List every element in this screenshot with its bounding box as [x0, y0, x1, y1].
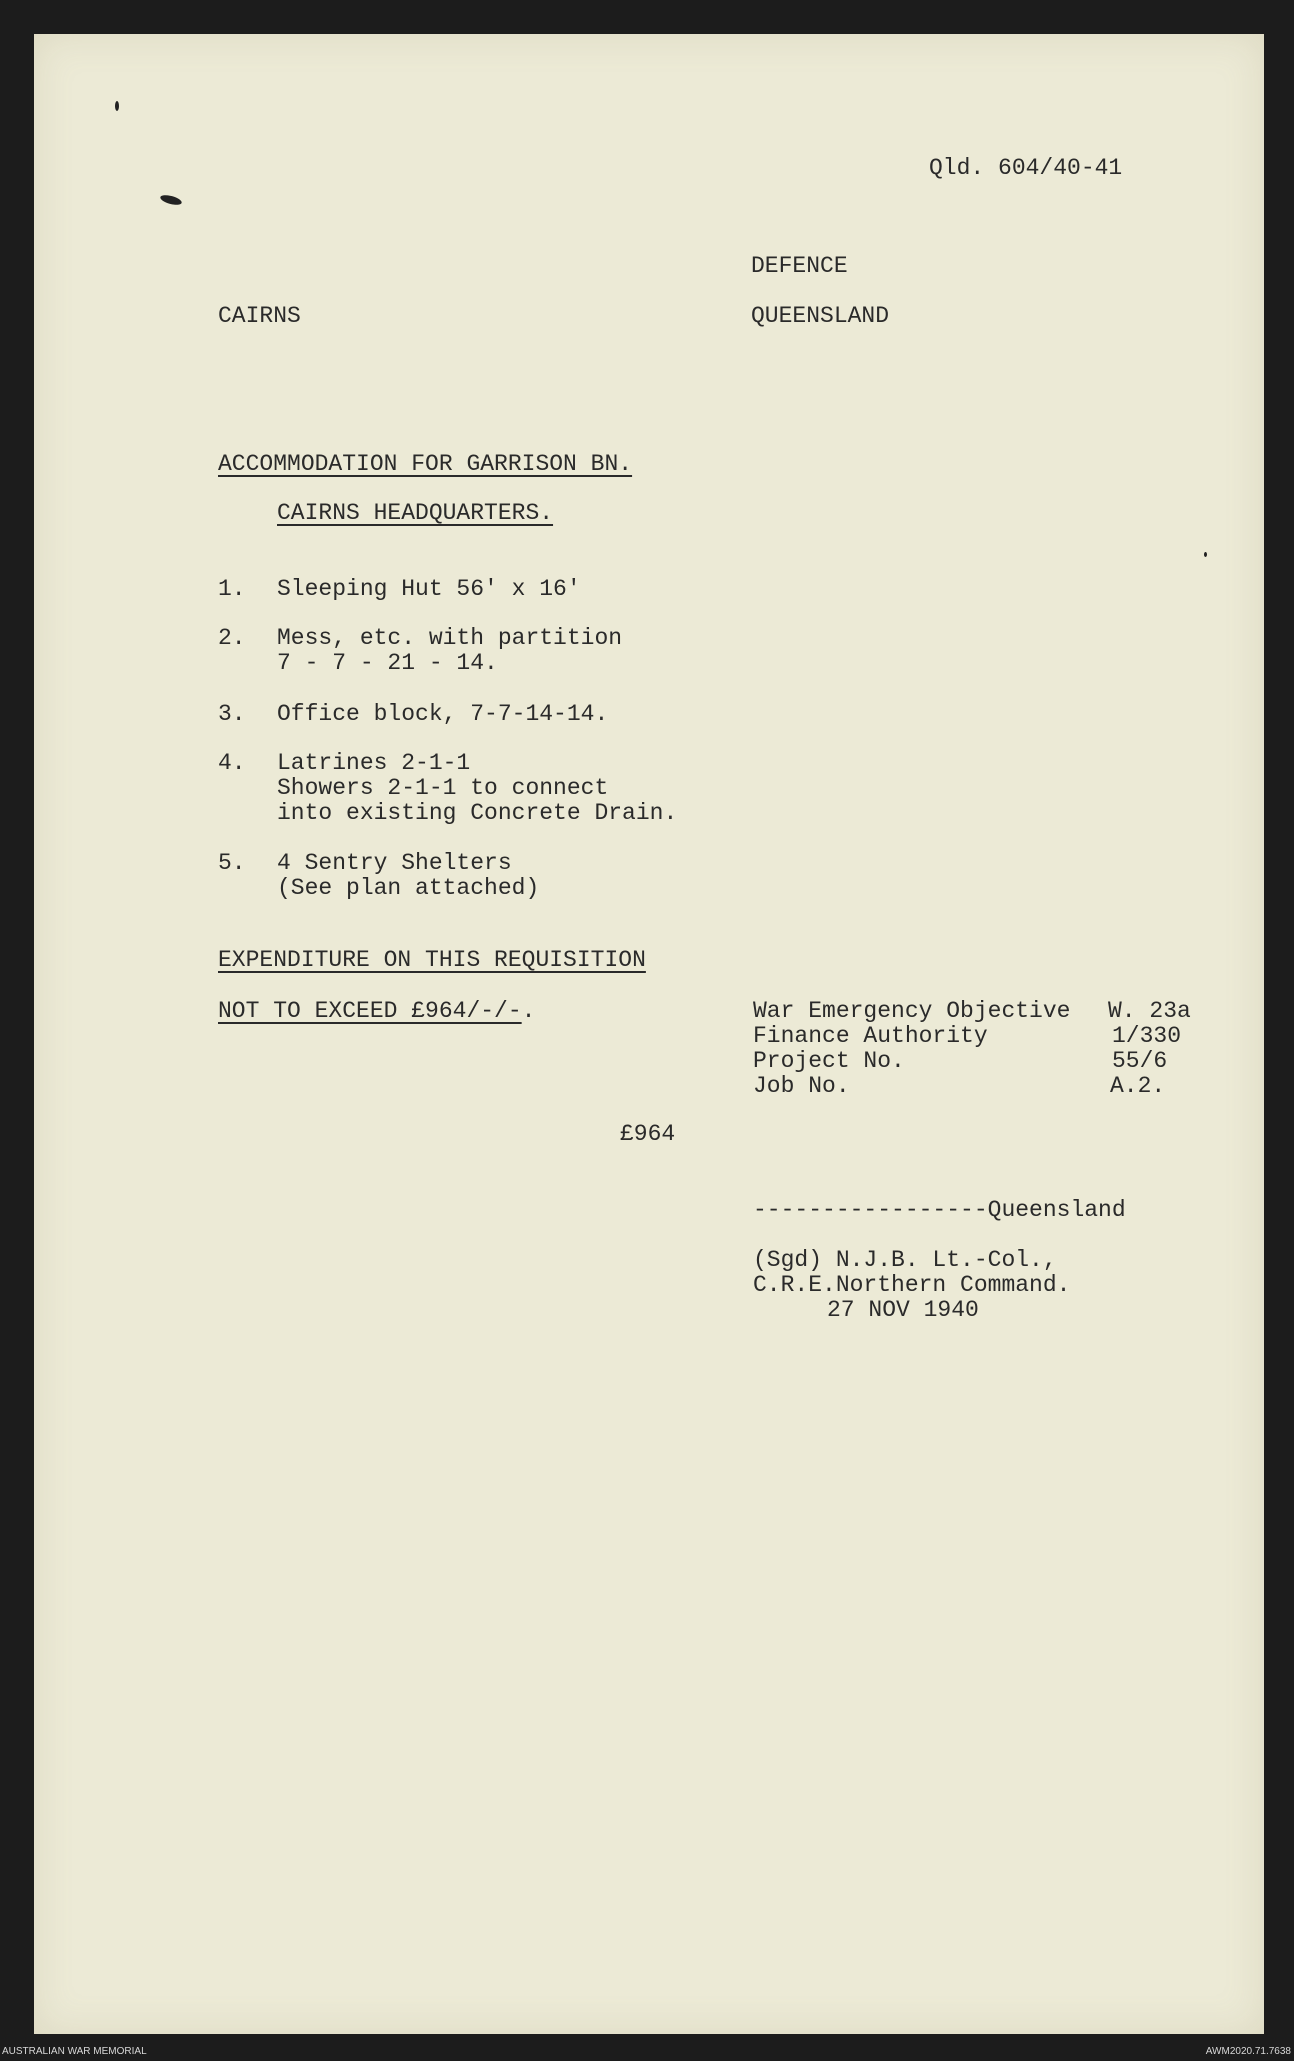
- item-line: (See plan attached): [277, 875, 540, 901]
- signatory-command: C.R.E.Northern Command.: [753, 1272, 1071, 1298]
- ink-speck: [1204, 552, 1207, 557]
- amount: £964: [620, 1121, 676, 1147]
- item-line: Latrines 2-1-1: [277, 750, 471, 776]
- authority-label: Job No.: [753, 1073, 850, 1099]
- item-number: 4.: [218, 750, 246, 776]
- item-number: 2.: [218, 625, 246, 651]
- item-number: 5.: [218, 850, 246, 876]
- authority-value: 1/330: [1112, 1023, 1182, 1049]
- item-number: 1.: [218, 576, 246, 602]
- expenditure-amount: NOT TO EXCEED £964/-/-: [218, 998, 522, 1024]
- date-stamp: 27 NOV 1940: [827, 1297, 979, 1323]
- expenditure-limit-line-1: EXPENDITURE ON THIS REQUISITION: [218, 947, 646, 973]
- authority-label: War Emergency Objective: [753, 998, 1071, 1024]
- item-line: 4 Sentry Shelters: [277, 850, 512, 876]
- footer-accession: AWM2020.71.7638: [1205, 2046, 1291, 2057]
- expenditure-end: .: [521, 998, 536, 1024]
- header-defence: DEFENCE: [751, 253, 848, 279]
- document-page: [34, 34, 1264, 2034]
- item-line: 7 - 7 - 21 - 14.: [277, 650, 498, 676]
- authority-label: Finance Authority: [753, 1023, 988, 1049]
- authority-value: A.2.: [1110, 1073, 1166, 1099]
- item-line: Office block, 7-7-14-14.: [277, 701, 609, 727]
- reference-number: Qld. 604/40-41: [929, 155, 1123, 181]
- authority-label: Project No.: [753, 1048, 905, 1074]
- item-line: into existing Concrete Drain.: [277, 800, 678, 826]
- header-state: QUEENSLAND: [751, 303, 890, 329]
- authority-value: 55/6: [1112, 1048, 1168, 1074]
- item-line: Showers 2-1-1 to connect: [277, 775, 609, 801]
- footer-institution: AUSTRALIAN WAR MEMORIAL: [2, 2046, 147, 2057]
- ink-speck: [115, 101, 119, 111]
- item-line: Mess, etc. with partition: [277, 625, 623, 651]
- signatory: (Sgd) N.J.B. Lt.-Col.,: [753, 1247, 1057, 1273]
- document-title: ACCOMMODATION FOR GARRISON BN.: [218, 451, 633, 477]
- header-location: CAIRNS: [218, 303, 301, 329]
- item-line: Sleeping Hut 56' x 16': [277, 576, 581, 602]
- expenditure-limit-line-2: [218, 999, 535, 1024]
- authority-value: W. 23a: [1108, 998, 1191, 1024]
- item-number: 3.: [218, 701, 246, 727]
- signature-line: -----------------Queensland: [753, 1197, 1126, 1223]
- document-subtitle: CAIRNS HEADQUARTERS.: [277, 500, 554, 526]
